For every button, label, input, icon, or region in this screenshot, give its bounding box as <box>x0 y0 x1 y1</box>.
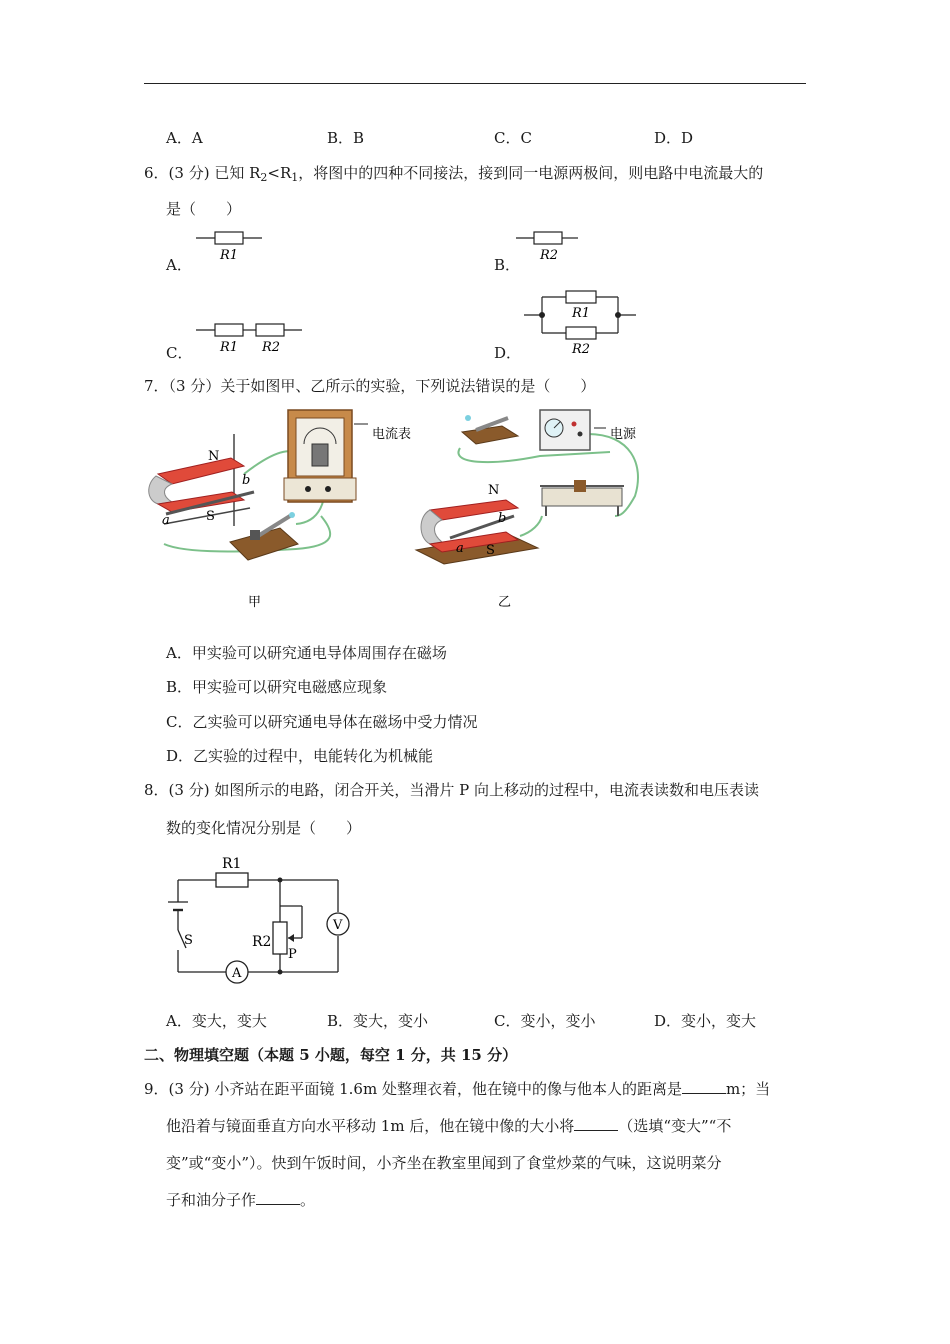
q9-blank-2[interactable] <box>574 1116 618 1131</box>
q8-circuit <box>166 850 356 990</box>
q7-option-a[interactable]: A．甲实验可以研究通电导体周围存在磁场 <box>166 644 447 662</box>
q8-option-c[interactable]: C．变小，变小 <box>494 1012 596 1030</box>
q8-voltmeter-label: V <box>333 918 343 933</box>
q9-blank-1[interactable] <box>682 1079 726 1094</box>
q7-option-c[interactable]: C．乙实验可以研究通电导体在磁场中受力情况 <box>166 713 478 731</box>
yi-power-label: 电源 <box>610 427 637 442</box>
q8-ammeter-label: A <box>232 966 242 981</box>
section2-title: 二、物理填空题（本题 5 小题，每空 1 分，共 15 分） <box>144 1046 518 1064</box>
q7-option-d[interactable]: D．乙实验的过程中，电能转化为机械能 <box>166 747 434 765</box>
q6d-r2-label: R2 <box>572 342 591 357</box>
jia-n-label: N <box>208 449 220 464</box>
yi-n-label: N <box>488 483 500 498</box>
q8-r1-label: R1 <box>222 856 242 872</box>
q9-line3: 变”或“变小”）。快到午饭时间，小齐坐在教室里闻到了食堂炒菜的气味，这说明菜分 <box>166 1154 722 1172</box>
q8-stem-line1: 8．(3 分) 如图所示的电路，闭合开关，当滑片 P 向上移动的过程中，电流表读数和电压表读 <box>144 781 759 799</box>
q6-figure-a <box>196 228 266 264</box>
q5-option-d[interactable]: D．D <box>654 129 694 147</box>
q8-option-a[interactable]: A．变大，变大 <box>166 1012 267 1030</box>
q8-option-b[interactable]: B．变大，变小 <box>327 1012 429 1030</box>
q6-option-d[interactable]: D． <box>494 344 522 362</box>
q6-option-c[interactable]: C． <box>166 344 193 362</box>
jia-a-label: a <box>162 513 170 528</box>
q8-option-d[interactable]: D．变小，变大 <box>654 1012 757 1030</box>
q6-option-a[interactable]: A． <box>166 256 192 274</box>
q7-option-b[interactable]: B．甲实验可以研究电磁感应现象 <box>166 678 388 696</box>
q6b-r2-label: R2 <box>540 248 559 263</box>
q6-stem-line1: 6．(3 分) 已知 $R_2<R_1$，将图中的四种不同接法，接到同一电源两极间，则电路中电流最大的 <box>144 164 764 184</box>
q7-stem: 7．（3 分）关于如图甲、乙所示的实验，下列说法错误的是（ ） <box>144 377 596 395</box>
q9-line4: 子和油分子作 。 <box>166 1191 316 1209</box>
q5-option-c[interactable]: C．C <box>494 129 532 147</box>
q8-switch-label: S <box>184 933 193 948</box>
q8-r2-label: R2 <box>252 934 272 950</box>
q6-stem-line2: 是（ ） <box>166 200 242 218</box>
q9-line2: 他沿着与镜面垂直方向水平移动 1m 后，他在镜中像的大小将 （选填“变大”“不 <box>166 1117 732 1135</box>
q6c-r2-label: R2 <box>262 340 281 355</box>
q8-slider-label: P <box>288 947 297 962</box>
jia-ammeter-label: 电流表 <box>372 427 412 442</box>
jia-s-label: S <box>206 509 215 524</box>
q6a-r1-label: R1 <box>220 248 239 263</box>
q7-figure-yi <box>410 404 650 612</box>
jia-b-label: b <box>242 473 251 488</box>
q7-figure-jia <box>146 404 412 612</box>
q9-blank-3[interactable] <box>256 1190 300 1205</box>
q5-option-a[interactable]: A．A <box>166 129 203 147</box>
q6-figure-c <box>196 320 306 360</box>
q6-option-b[interactable]: B． <box>494 256 521 274</box>
q9-line1: 9．(3 分) 小齐站在距平面镜 1.6m 处整理衣着，他在镜中的像与他本人的距离是 m；当 <box>144 1080 771 1098</box>
yi-s-label: S <box>486 543 495 558</box>
q5-option-b[interactable]: B．B <box>327 129 365 147</box>
q6d-r1-label: R1 <box>572 306 591 321</box>
yi-caption: 乙 <box>498 595 512 610</box>
q6c-r1-label: R1 <box>220 340 239 355</box>
q8-stem-line2: 数的变化情况分别是（ ） <box>166 819 362 837</box>
q6-figure-b <box>516 228 586 264</box>
jia-caption: 甲 <box>248 595 262 610</box>
q6-figure-d <box>524 288 638 358</box>
yi-b-label: b <box>498 511 507 526</box>
header-rule <box>144 83 806 84</box>
yi-a-label: a <box>456 541 464 556</box>
